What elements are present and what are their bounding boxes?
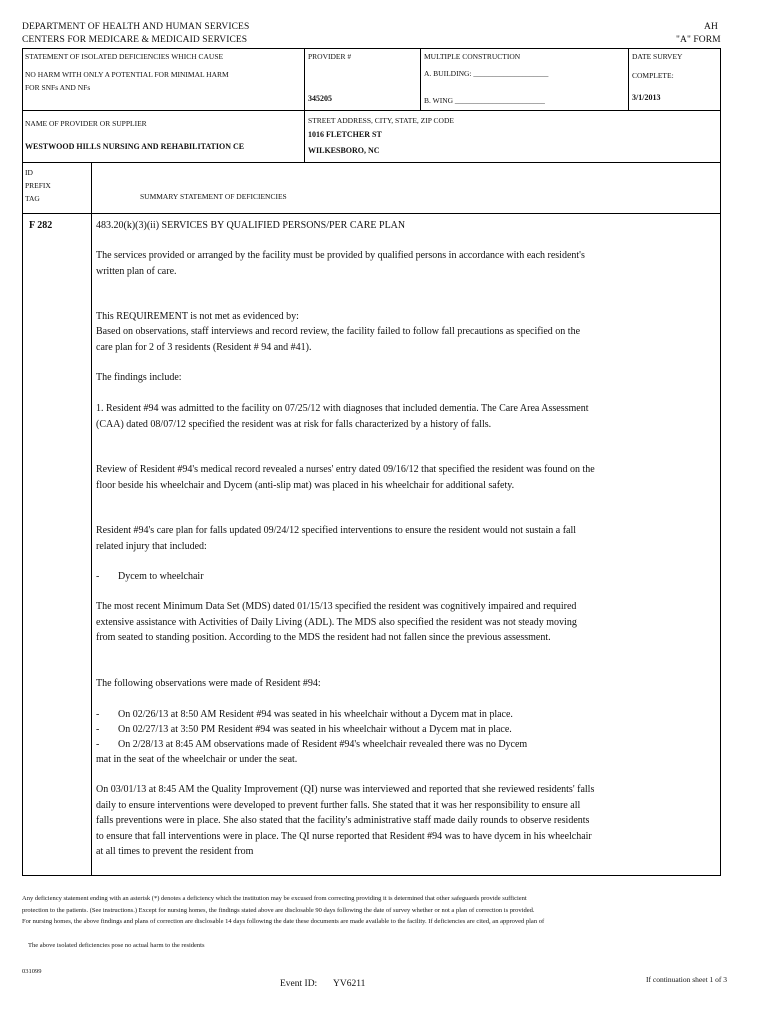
paragraph-medical-record: Review of Resident #94's medical record revealed a nurses' entry dated 09/16/12 that specified the resident was found on the floor beside his wheelchair and Dycem (anti-slip mat) was placed in his wheelchair for additional safety. bbox=[96, 464, 595, 491]
prefix-label: PREFIX bbox=[25, 181, 51, 190]
rule-top bbox=[22, 48, 721, 49]
footer-disclaimer-3: For nursing homes, the above findings and plans of correction are disclosable 14 days following the date these documents are made available to the facility. If deficiencies are cited, an approved plan of bbox=[22, 918, 545, 925]
harm-line-1: NO HARM WITH ONLY A POTENTIAL FOR MINIMAL HARM bbox=[25, 70, 229, 79]
rule-body-bottom bbox=[22, 875, 721, 876]
rule-tag-col bbox=[91, 162, 92, 875]
footer-disclaimer-1: Any deficiency statement ending with an asterisk (*) denotes a deficiency which the institution may be excused from correcting providing it is determined that other safeguards provide sufficient bbox=[22, 895, 527, 902]
paragraph-requirement: The services provided or arranged by the facility must be provided by qualified persons in accordance with each resident's written plan of care. bbox=[96, 250, 585, 277]
complete-label: COMPLETE: bbox=[632, 71, 674, 80]
id-label: ID bbox=[25, 168, 33, 177]
wing-field: B. WING ________________________ bbox=[424, 96, 545, 105]
deficiency-title: 483.20(k)(3)(ii) SERVICES BY QUALIFIED PERSONS/PER CARE PLAN bbox=[96, 220, 406, 231]
event-id-label: Event ID: bbox=[280, 979, 318, 989]
paragraph-based-on: Based on observations, staff interviews and record review, the facility failed to follow fall precautions as specified on the care plan for 2 of 3 residents (Resident # 94 and #41). bbox=[96, 326, 581, 353]
isolated-deficiencies-note: The above isolated deficiencies pose no actual harm to the residents bbox=[28, 942, 205, 949]
multiple-construction-label: MULTIPLE CONSTRUCTION bbox=[424, 52, 521, 61]
summary-statement-label: SUMMARY STATEMENT OF DEFICIENCIES bbox=[140, 192, 287, 201]
observation-dash-3: - bbox=[96, 739, 100, 750]
centers-title: CENTERS FOR MEDICARE & MEDICAID SERVICES bbox=[22, 35, 248, 45]
city-state: WILKESBORO, NC bbox=[308, 146, 380, 155]
paragraph-mds: The most recent Minimum Data Set (MDS) dated 01/15/13 specified the resident was cognitively impaired and required extensive assistance with Activities of Daily Living (ADL). The MDS also specified the resident was not steady moving from seated to standing position. According to the MDS the resident had not fallen since the previous assessment. bbox=[96, 601, 577, 643]
observation-dash-2: - bbox=[96, 724, 100, 735]
bullet-dycem: Dycem to wheelchair bbox=[118, 571, 204, 582]
paragraph-not-met: This REQUIREMENT is not met as evidenced by: bbox=[96, 311, 299, 322]
rule-date-col bbox=[628, 48, 629, 110]
observation-2: On 02/27/13 at 3:50 PM Resident #94 was seated in his wheelchair without a Dycem mat in place. bbox=[118, 724, 512, 735]
provider-name: WESTWOOD HILLS NURSING AND REHABILITATION CE bbox=[25, 142, 245, 151]
continuation-sheet: If continuation sheet 1 of 3 bbox=[646, 975, 728, 984]
footer-disclaimer-2: protection to the patients. (See instructions.) Except for nursing homes, the findings stated above are disclosable 90 days following the date of survey whether or not a plan of correction is provided. bbox=[22, 907, 535, 914]
date-survey-value: 3/1/2013 bbox=[632, 93, 661, 102]
deficiency-tag: F 282 bbox=[29, 220, 53, 231]
rule-left bbox=[22, 48, 23, 875]
rule-box2-bottom bbox=[22, 162, 721, 163]
tag-label: TAG bbox=[25, 194, 40, 203]
rule-box1-bottom bbox=[22, 110, 721, 111]
form-name: "A" FORM bbox=[676, 35, 721, 45]
harm-line-2: FOR SNFs AND NFs bbox=[25, 83, 91, 92]
provider-name-label: NAME OF PROVIDER OR SUPPLIER bbox=[25, 119, 147, 128]
paragraph-observations-intro: The following observations were made of Resident #94: bbox=[96, 678, 321, 689]
observation-3-continued: mat in the seat of the wheelchair or under the seat. bbox=[96, 754, 298, 765]
event-id-value: YV6211 bbox=[333, 979, 366, 989]
bullet-dash: - bbox=[96, 571, 100, 582]
paragraph-qi-nurse: On 03/01/13 at 8:45 AM the Quality Improvement (QI) nurse was interviewed and reported that she reviewed residents' falls daily to ensure interventions were developed to prevent further falls. She stated that it was her responsibility to ensure all falls preventions were in place. She also stated that the facility's administrative staff made daily rounds to observe residents to ensure that fall interventions were in place. The QI nurse reported that Resident #94 was to have dycem in his wheelchair at all times to prevent the resident from bbox=[96, 784, 595, 857]
address-label: STREET ADDRESS, CITY, STATE, ZIP CODE bbox=[308, 116, 454, 125]
department-title: DEPARTMENT OF HEALTH AND HUMAN SERVICES bbox=[22, 22, 250, 32]
street-address: 1016 FLETCHER ST bbox=[308, 130, 382, 139]
rule-box3-bottom bbox=[22, 213, 721, 214]
rule-right bbox=[720, 48, 721, 875]
provider-number-value: 345205 bbox=[308, 94, 332, 103]
rule-construction-col bbox=[420, 48, 421, 110]
paragraph-finding-1: 1. Resident #94 was admitted to the facility on 07/25/12 with diagnoses that included dementia. The Care Area Assessment (CAA) dated 08/07/12 specified the resident was at risk for falls characterized by a history of falls. bbox=[96, 403, 589, 430]
building-field: A. BUILDING: ____________________ bbox=[424, 69, 549, 78]
observation-dash-1: - bbox=[96, 709, 100, 720]
observation-3: On 2/28/13 at 8:45 AM observations made of Resident #94's wheelchair revealed there was no Dycem bbox=[118, 739, 528, 750]
form-number: 031099 bbox=[22, 968, 42, 975]
paragraph-findings-intro: The findings include: bbox=[96, 372, 182, 383]
paragraph-care-plan: Resident #94's care plan for falls updated 09/24/12 specified interventions to ensure the resident would not sustain a fall related injury that included: bbox=[96, 525, 577, 552]
provider-number-label: PROVIDER # bbox=[308, 52, 352, 61]
rule-provider-col bbox=[304, 48, 305, 162]
form-code: AH bbox=[704, 22, 718, 32]
observation-1: On 02/26/13 at 8:50 AM Resident #94 was seated in his wheelchair without a Dycem mat in place. bbox=[118, 709, 513, 720]
statement-label: STATEMENT OF ISOLATED DEFICIENCIES WHICH CAUSE bbox=[25, 52, 224, 61]
date-survey-label: DATE SURVEY bbox=[632, 52, 683, 61]
